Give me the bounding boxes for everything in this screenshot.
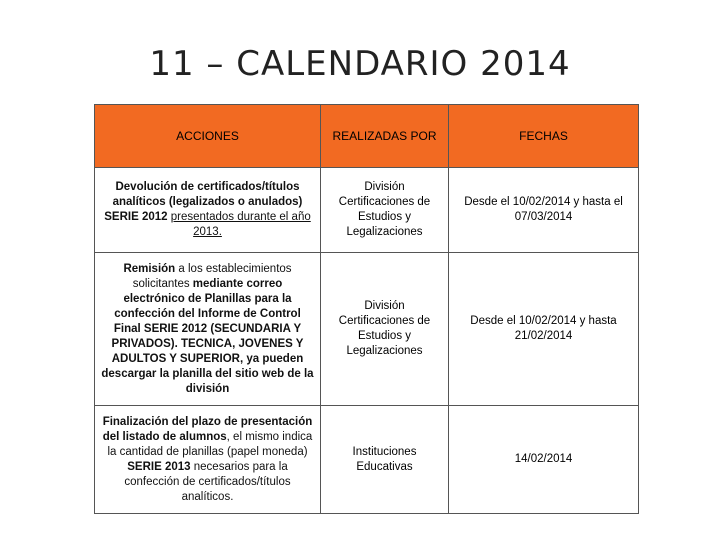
table-row: [95, 253, 639, 406]
accion-text-bold: mediante correo electrónico de Planillas para la confección del Informe de Control Final SERIE 2012 (SECUNDARIA Y PRIVADOS). TECNICA, JOVENES Y ADULTOS Y SUPERIOR, ya pueden descargar la planilla del sitio web de la división: [101, 277, 314, 395]
accion-cell: [95, 253, 321, 406]
accion-text-bold: Finalización del plazo de presentación del listado de alumnos: [102, 415, 313, 443]
realizadas-cell: Instituciones Educativas: [321, 406, 449, 514]
accion-cell: [95, 168, 321, 253]
table-header-row: [95, 105, 639, 168]
accion-text-bold: Remisión: [123, 262, 176, 275]
accion-text: , el mismo indica la cantidad de planillas (papel moneda): [107, 430, 313, 458]
accion-text: Devolución de certificados/títulos analíticos (legalizados o anulados) SERIE 2012: [104, 181, 303, 223]
accion-text: necesarios para la confección de certificados/títulos analíticos.: [124, 460, 291, 503]
table-row: [95, 168, 639, 253]
fechas-cell: 14/02/2014: [449, 406, 639, 514]
table-row: [95, 406, 639, 514]
fechas-cell: Desde el 10/02/2014 y hasta el 07/03/2014: [449, 168, 639, 253]
realizadas-cell: División Certificaciones de Estudios y Legalizaciones: [321, 168, 449, 253]
accion-text-bold: SERIE 2013: [127, 460, 191, 473]
page-title: 11 – CALENDARIO 2014: [149, 44, 571, 84]
accion-text: a los establecimientos solicitantes: [132, 262, 292, 290]
calendar-table: [94, 104, 639, 514]
fechas-cell: Desde el 10/02/2014 y hasta 21/02/2014: [449, 253, 639, 406]
header-fechas: FECHAS: [449, 105, 639, 168]
header-realizadas-por: REALIZADAS POR: [321, 105, 449, 168]
header-acciones: ACCIONES: [95, 105, 321, 168]
accion-text-underlined: presentados durante el año 2013.: [170, 211, 311, 238]
accion-cell: [95, 406, 321, 514]
realizadas-cell: División Certificaciones de Estudios y Legalizaciones: [321, 253, 449, 406]
